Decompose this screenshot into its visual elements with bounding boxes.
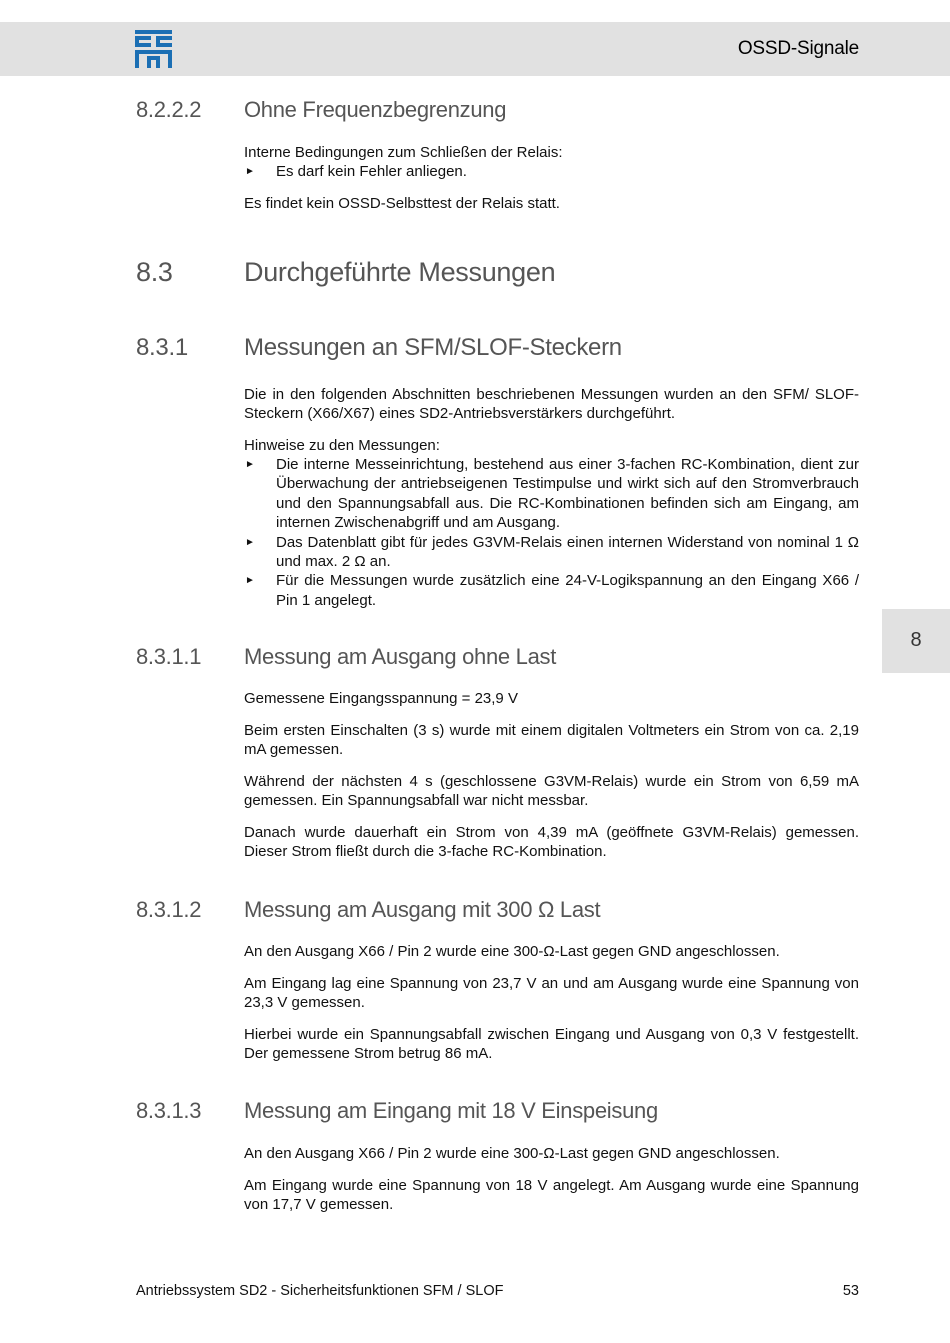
list-item-text: Es darf kein Fehler anliegen. [276, 163, 467, 180]
paragraph: Es findet kein OSSD-Selbsttest der Relais statt. [244, 195, 560, 212]
bullet-list [244, 455, 859, 610]
paragraph: An den Ausgang X66 / Pin 2 wurde eine 300-Ω-Last gegen GND angeschlossen. [244, 943, 780, 960]
list-item-text: Das Datenblatt gibt für jedes G3VM-Relais einen internen Widerstand von nominal 1 Ω und max. 2 Ω an. [276, 533, 859, 571]
paragraph: An den Ausgang X66 / Pin 2 wurde eine 300-Ω-Last gegen GND angeschlossen. [244, 1145, 780, 1162]
list-item-text: Die interne Messeinrichtung, bestehend aus einer 3-fachen RC-Kombination, dient zur Überwachung der antriebseigenen Testimpulse und wirkt sich auf den Stromverbrauch und den Spannungsabfall aus. Die RC-Kombinationen befinden sich am Eingang, am internen Zwischenabgriff und am Ausgang. [276, 456, 859, 532]
list-item [244, 455, 859, 533]
heading-title: Messung am Ausgang ohne Last [244, 644, 557, 669]
list-item [244, 533, 859, 572]
chapter-tab: 8 [882, 609, 950, 673]
paragraph: Interne Bedingungen zum Schließen der Relais: [244, 144, 563, 161]
heading-number: 8.3.1.3 [136, 1098, 202, 1123]
paragraph: Hierbei wurde ein Spannungsabfall zwischen Eingang und Ausgang von 0,3 V festgestellt. Der gemessene Strom betrug 86 mA. [244, 1026, 859, 1063]
heading-title: Messung am Ausgang mit 300 Ω Last [244, 897, 601, 922]
bullet-icon: ► [245, 459, 255, 470]
page-number: 53 [842, 1283, 859, 1299]
heading-number: 8.3 [136, 257, 173, 287]
paragraph: Danach wurde dauerhaft ein Strom von 4,39 mA (geöffnete G3VM-Relais) gemessen. Dieser Strom fließt durch die 3-fache RC-Kombination. [244, 824, 859, 861]
paragraph: Gemessene Eingangsspannung = 23,9 V [244, 690, 518, 707]
bullet-icon: ► [245, 575, 255, 587]
list-item [244, 571, 859, 610]
list-item [244, 162, 859, 181]
bullet-list [244, 162, 859, 181]
bullet-icon: ► [245, 536, 255, 548]
company-logo [135, 30, 172, 68]
heading-number: 8.3.1.2 [136, 897, 202, 922]
heading-title: Messungen an SFM/SLOF-Steckern [244, 334, 622, 361]
paragraph: Hinweise zu den Messungen: [244, 437, 440, 454]
page-header-title: OSSD-Signale [737, 38, 859, 59]
heading-number: 8.3.1 [136, 334, 188, 361]
heading-number: 8.2.2.2 [136, 97, 202, 122]
heading-title: Durchgeführte Messungen [244, 257, 556, 287]
heading-title: Ohne Frequenzbegrenzung [244, 97, 507, 122]
list-item-text: Für die Messungen wurde zusätzlich eine 24-V-Logikspannung an den Eingang X66 / Pin 1 angelegt. [276, 572, 859, 609]
bullet-icon: ► [245, 166, 255, 177]
paragraph: Beim ersten Einschalten (3 s) wurde mit einem digitalen Voltmeters ein Strom von ca. 2,19 mA gemessen. [244, 722, 859, 759]
paragraph: Am Eingang wurde eine Spannung von 18 V angelegt. Am Ausgang wurde eine Spannung von 17,7 V gemessen. [244, 1177, 859, 1214]
heading-number: 8.3.1.1 [136, 644, 202, 669]
paragraph: Am Eingang lag eine Spannung von 23,7 V an und am Ausgang wurde eine Spannung von 23,3 V gemessen. [244, 975, 859, 1012]
paragraph: Die in den folgenden Abschnitten beschriebenen Messungen wurden an den SFM/ SLOF-Steckern (X66/X67) eines SD2-Antriebsverstärkers durchgeführt. [244, 386, 859, 423]
paragraph: Während der nächsten 4 s (geschlossene G3VM-Relais) wurde ein Strom von 6,59 mA gemessen. Ein Spannungsabfall war nicht messbar. [244, 773, 859, 810]
footer-document-title: Antriebssystem SD2 - Sicherheitsfunktionen SFM / SLOF [136, 1283, 504, 1299]
heading-title: Messung am Eingang mit 18 V Einspeisung [244, 1098, 658, 1123]
